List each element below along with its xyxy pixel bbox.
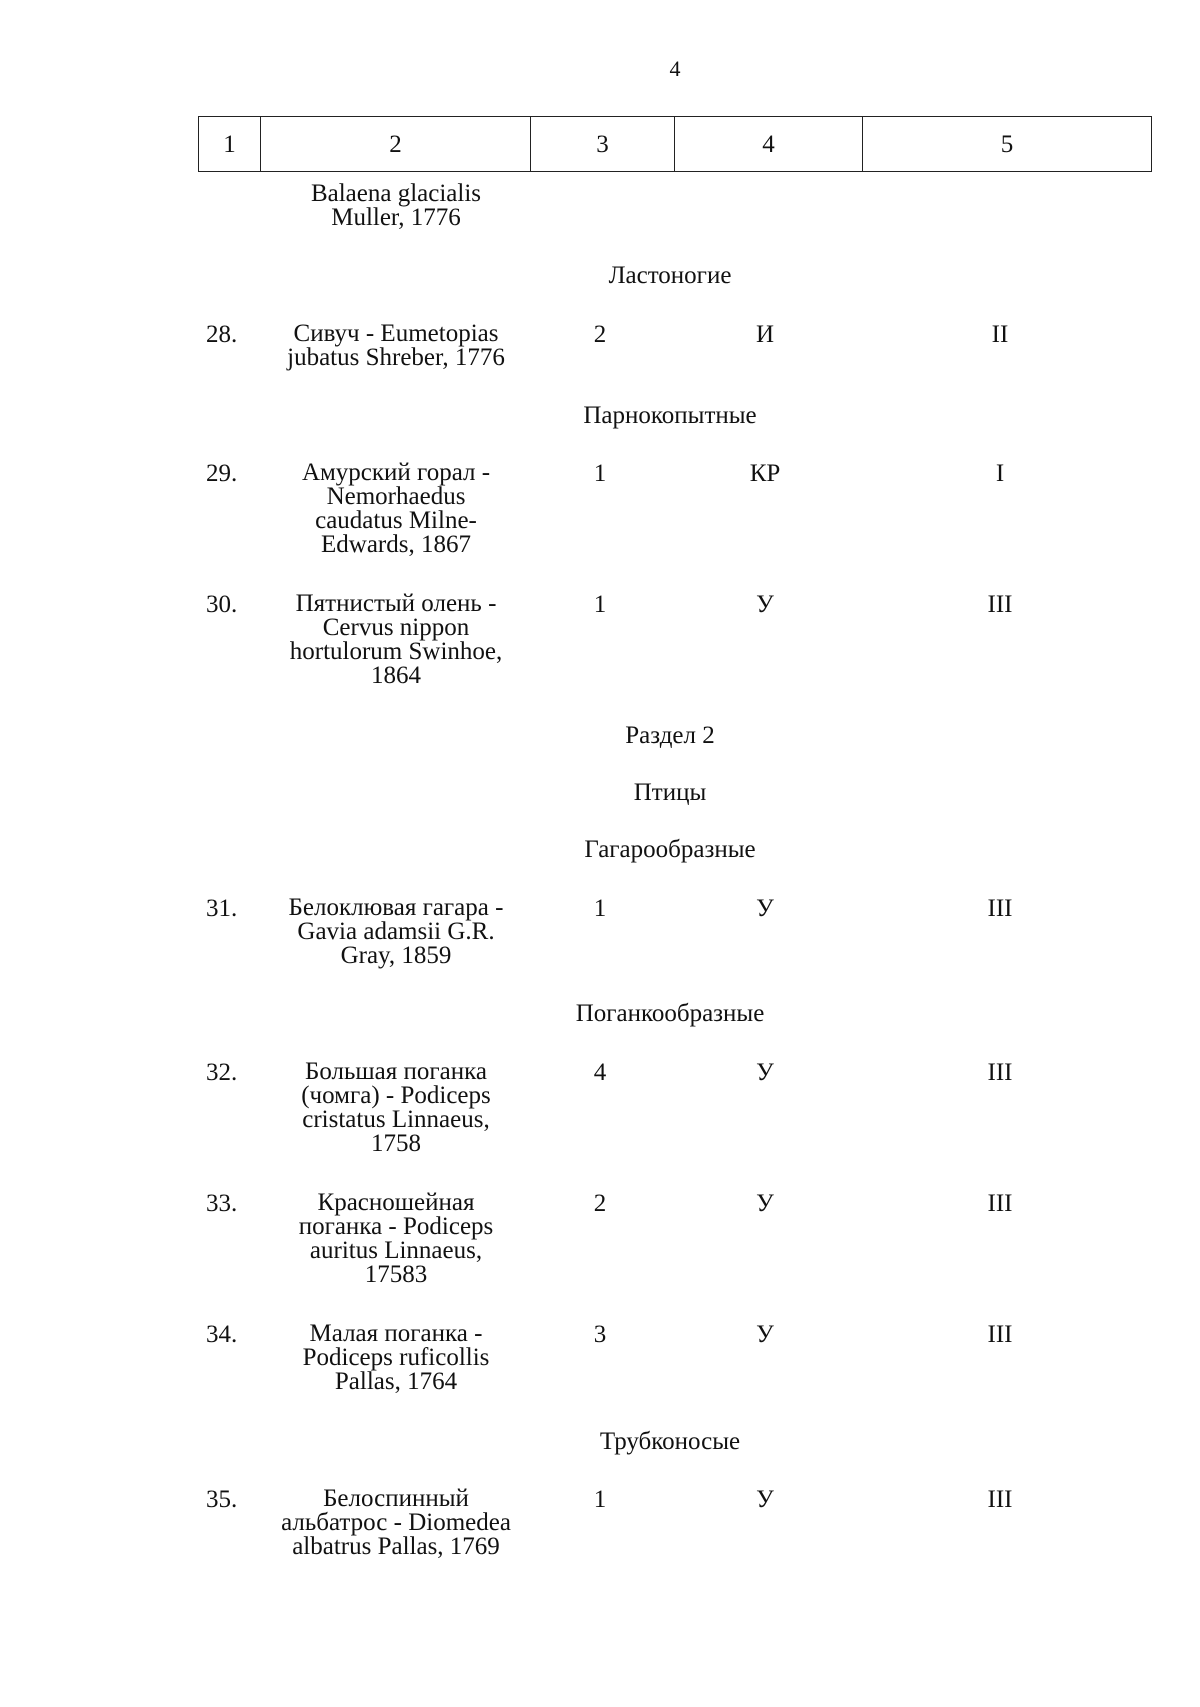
section-heading-pinnipeds: Ластоногие xyxy=(608,262,732,289)
species-name: Амурский горал - Nemorhaedus caudatus Milne- Edwards, 1867 xyxy=(301,459,491,558)
row-number: 29. xyxy=(206,460,238,487)
column-header-3: 3 xyxy=(531,117,675,171)
row-number: 33. xyxy=(206,1190,238,1217)
column-4-value: У xyxy=(756,1059,774,1086)
row-number: 30. xyxy=(206,591,238,618)
column-3-value: 2 xyxy=(593,321,607,348)
column-4-value: У xyxy=(756,1321,774,1348)
column-header-4: 4 xyxy=(675,117,863,171)
section-heading-artiodactyls: Парнокопытные xyxy=(583,402,757,429)
species-name: Белоклювая гагара - Gavia adamsii G.R. Gray, 1859 xyxy=(288,894,504,969)
species-name: Сивуч - Eumetopias jubatus Shreber, 1776 xyxy=(287,320,505,371)
row-number: 32. xyxy=(206,1059,238,1086)
section-heading-procellariiformes: Трубконосые xyxy=(599,1428,741,1455)
column-5-value: III xyxy=(987,1059,1013,1086)
species-name: Белоспинный альбатрос - Diomedea albatrus Pallas, 1769 xyxy=(281,1485,511,1560)
column-3-value: 3 xyxy=(593,1321,607,1348)
species-name: Balaena glacialis Muller, 1776 xyxy=(310,180,482,231)
column-5-value: III xyxy=(987,1190,1013,1217)
column-4-value: И xyxy=(755,321,775,348)
column-4-value: У xyxy=(756,1486,774,1513)
column-5-value: III xyxy=(987,1321,1013,1348)
column-3-value: 1 xyxy=(593,460,607,487)
row-number: 35. xyxy=(206,1486,238,1513)
section-heading-part2: Раздел 2 xyxy=(625,722,715,749)
species-name: Малая поганка - Podiceps ruficollis Pallas, 1764 xyxy=(302,1320,490,1395)
column-3-value: 1 xyxy=(593,591,607,618)
column-4-value: КР xyxy=(749,460,781,487)
row-number: 31. xyxy=(206,895,238,922)
column-3-value: 4 xyxy=(593,1059,607,1086)
column-5-value: I xyxy=(995,460,1005,487)
column-header-2: 2 xyxy=(261,117,531,171)
column-3-value: 1 xyxy=(593,895,607,922)
column-3-value: 2 xyxy=(593,1190,607,1217)
column-4-value: У xyxy=(756,895,774,922)
column-header-table xyxy=(198,116,1152,172)
column-header-5: 5 xyxy=(1000,131,1014,158)
row-number: 34. xyxy=(206,1321,238,1348)
section-heading-gaviiformes: Гагарообразные xyxy=(584,836,756,863)
column-5-value: III xyxy=(987,1486,1013,1513)
column-4-value: У xyxy=(756,591,774,618)
column-5-value: III xyxy=(987,591,1013,618)
page-number: 4 xyxy=(669,56,681,81)
species-name: Красношейная поганка - Podiceps auritus Linnaeus, 17583 xyxy=(298,1189,494,1288)
species-name: Пятнистый олень - Cervus nippon hortulorum Swinhoe, 1864 xyxy=(289,590,503,689)
species-name: Большая поганка (чомга) - Podiceps cristatus Linnaeus, 1758 xyxy=(301,1058,491,1157)
row-number: 28. xyxy=(206,321,238,348)
column-4-value: У xyxy=(756,1190,774,1217)
column-3-value: 1 xyxy=(593,1486,607,1513)
section-heading-podicipediformes: Поганкообразные xyxy=(575,1000,765,1027)
column-5-value: III xyxy=(987,895,1013,922)
column-5-value: II xyxy=(991,321,1009,348)
section-heading-birds: Птицы xyxy=(633,779,707,806)
column-header-1: 1 xyxy=(199,117,261,171)
